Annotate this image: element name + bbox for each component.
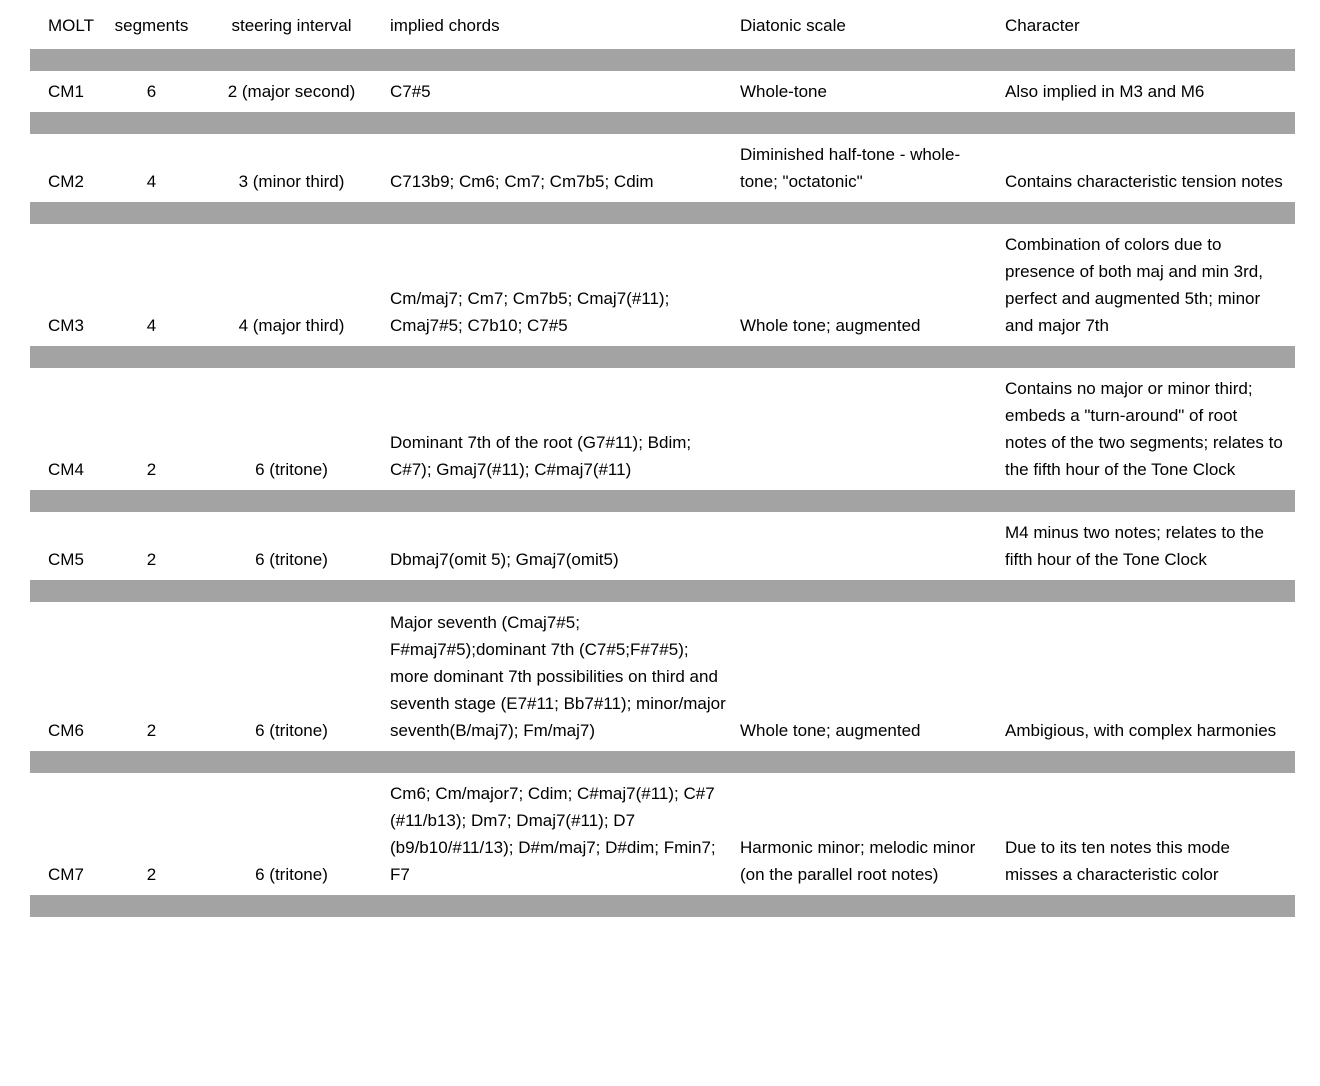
row-separator	[30, 112, 1295, 134]
cell-segments: 2	[146, 550, 157, 569]
row-separator	[30, 346, 1295, 368]
cell-steering-interval: 3 (minor third)	[238, 172, 345, 191]
cell-implied-chords: Dbmaj7(omit 5); Gmaj7(omit5)	[390, 550, 619, 569]
cell-molt: CM3	[48, 316, 84, 335]
table-row	[30, 602, 1295, 751]
column-header-implied-chords: implied chords	[390, 16, 500, 35]
cell-molt: CM1	[48, 82, 84, 101]
cell-implied-chords: Cm/maj7; Cm7; Cm7b5; Cmaj7(#11); Cmaj7#5; C7b10; C7#5	[390, 289, 670, 335]
column-header-segments: segments	[114, 16, 189, 35]
cell-diatonic-scale: Diminished half-tone - whole-tone; "octatonic"	[740, 145, 961, 191]
cell-segments: 4	[146, 316, 157, 335]
cell-diatonic-scale: Harmonic minor; melodic minor (on the parallel root notes)	[740, 838, 976, 884]
row-separator	[30, 490, 1295, 512]
cell-character: Combination of colors due to presence of both maj and min 3rd, perfect and augmented 5th; minor and major 7th	[1005, 235, 1263, 335]
column-header-molt: MOLT	[48, 16, 94, 35]
cell-molt: CM5	[48, 550, 84, 569]
row-separator	[30, 751, 1295, 773]
cell-implied-chords: C713b9; Cm6; Cm7; Cm7b5; Cdim	[390, 172, 654, 191]
table-row	[30, 512, 1295, 580]
table-row	[30, 368, 1295, 490]
cell-molt: CM6	[48, 721, 84, 740]
cell-diatonic-scale	[740, 512, 1005, 580]
column-header-diatonic-scale: Diatonic scale	[740, 16, 846, 35]
cell-implied-chords: Dominant 7th of the root (G7#11); Bdim; C#7); Gmaj7(#11); C#maj7(#11)	[390, 433, 692, 479]
cell-segments: 2	[146, 865, 157, 884]
cell-character: Due to its ten notes this mode misses a characteristic color	[1005, 838, 1230, 884]
table-row	[30, 773, 1295, 895]
table-row	[30, 134, 1295, 202]
row-separator	[30, 49, 1295, 71]
cell-molt: CM4	[48, 460, 84, 479]
cell-character: Contains no major or minor third; embeds a "turn-around" of root notes of the two segments; relates to the fifth hour of the Tone Clock	[1005, 379, 1283, 479]
cell-molt: CM2	[48, 172, 84, 191]
cell-steering-interval: 4 (major third)	[238, 316, 345, 335]
cell-character: Ambigious, with complex harmonies	[1005, 721, 1277, 740]
cell-implied-chords: Cm6; Cm/major7; Cdim; C#maj7(#11); C#7 (#11/b13); Dm7; Dmaj7(#11); D7 (b9/b10/#11/13); D#m/maj7; D#dim; Fmin7; F7	[390, 784, 716, 884]
cell-diatonic-scale	[740, 368, 1005, 490]
row-separator	[30, 895, 1295, 917]
cell-steering-interval: 6 (tritone)	[255, 550, 328, 569]
cell-steering-interval: 2 (major second)	[227, 82, 356, 101]
cell-character: M4 minus two notes; relates to the fifth hour of the Tone Clock	[1005, 523, 1264, 569]
cell-character: Contains characteristic tension notes	[1005, 172, 1283, 191]
cell-implied-chords: Major seventh (Cmaj7#5; F#maj7#5);dominant 7th (C7#5;F#7#5); more dominant 7th possibilities on third and seventh stage (E7#11; Bb7#11); minor/major seventh(B/maj7); Fm/maj7)	[390, 613, 726, 740]
cell-segments: 2	[146, 721, 157, 740]
molt-table	[30, 12, 1295, 917]
cell-segments: 6	[146, 82, 157, 101]
cell-segments: 2	[146, 460, 157, 479]
cell-diatonic-scale: Whole tone; augmented	[740, 316, 921, 335]
cell-steering-interval: 6 (tritone)	[255, 721, 328, 740]
cell-diatonic-scale: Whole-tone	[740, 82, 827, 101]
row-separator	[30, 202, 1295, 224]
header-row	[30, 12, 1295, 49]
table-row	[30, 224, 1295, 346]
cell-segments: 4	[146, 172, 157, 191]
cell-implied-chords: C7#5	[390, 82, 431, 101]
row-separator	[30, 580, 1295, 602]
cell-diatonic-scale: Whole tone; augmented	[740, 721, 921, 740]
column-header-character: Character	[1005, 16, 1080, 35]
column-header-steering-interval: steering interval	[231, 16, 352, 35]
cell-molt: CM7	[48, 865, 84, 884]
cell-steering-interval: 6 (tritone)	[255, 460, 328, 479]
table-row	[30, 71, 1295, 112]
cell-steering-interval: 6 (tritone)	[255, 865, 328, 884]
cell-character: Also implied in M3 and M6	[1005, 82, 1205, 101]
